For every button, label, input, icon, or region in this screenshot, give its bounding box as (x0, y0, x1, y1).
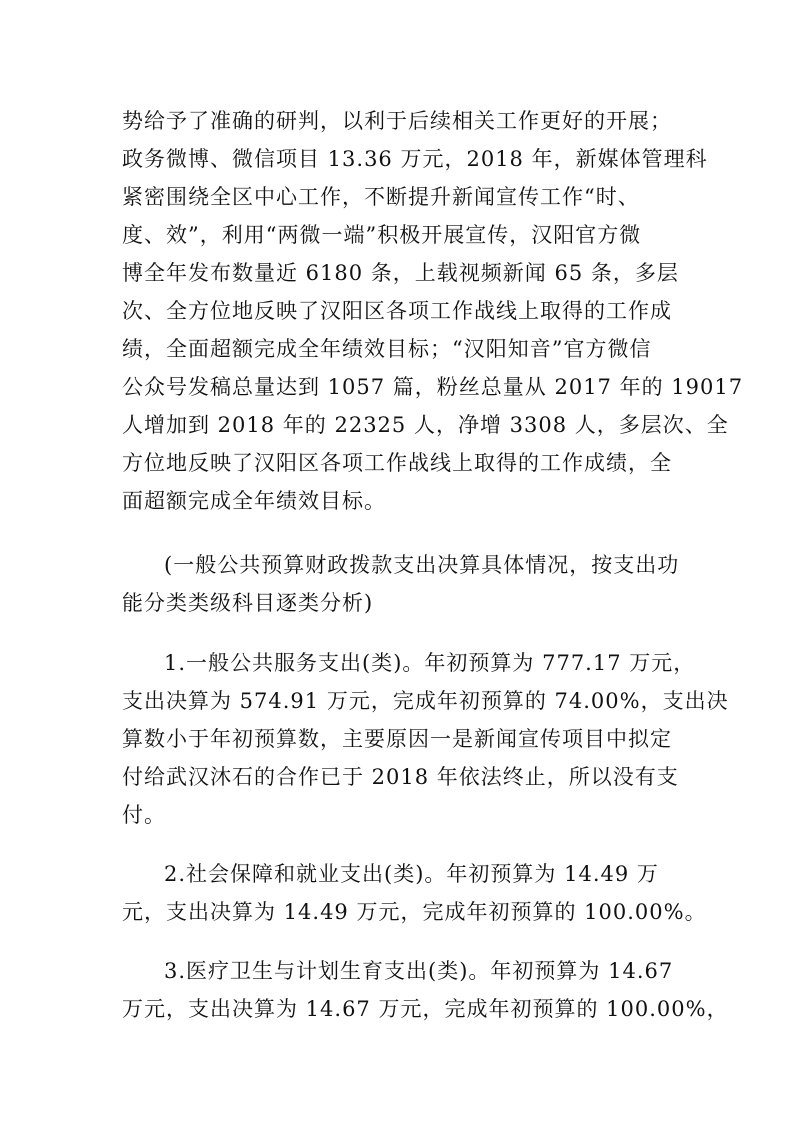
paragraph-health-care (122, 952, 729, 1028)
text-line: 算数小于年初预算数，主要原因一是新闻宣传项目中拟定 (122, 727, 672, 751)
text-line: 1.一般公共服务支出(类)。年初预算为 777.17 万元， (164, 651, 696, 675)
text-line: 面超额完成全年绩效目标。 (122, 489, 386, 513)
paragraph-general-public-services (122, 644, 729, 834)
text-line: 3.医疗卫生与计划生育支出(类)。年初预算为 14.67 (164, 959, 674, 983)
text-line: 人增加到 2018 年的 22325 人，净增 3308 人，多层次、全 (122, 413, 729, 437)
text-line: 度、效”，利用“两微一端”积极开展宣传，汉阳官方微 (122, 223, 642, 247)
text-line: 公众号发稿总量达到 1057 篇，粉丝总量从 2017 年的 19017 (122, 375, 744, 399)
text-line: 次、全方位地反映了汉阳区各项工作战线上取得的工作成 (122, 299, 672, 323)
text-line: 元，支出决算为 14.49 万元，完成年初预算的 100.00%。 (122, 900, 707, 924)
text-line: 方位地反映了汉阳区各项工作战线上取得的工作成绩，全 (122, 451, 672, 475)
text-line: 万元，支出决算为 14.67 万元，完成年初预算的 100.00%， (122, 997, 729, 1021)
text-line: 政务微博、微信项目 13.36 万元，2018 年，新媒体管理科 (122, 147, 708, 171)
paragraph-social-security (122, 855, 707, 931)
paragraph-note (122, 546, 682, 622)
text-line: 博全年发布数量近 6180 条，上载视频新闻 65 条，多层 (122, 261, 679, 285)
text-line: 2.社会保障和就业支出(类)。年初预算为 14.49 万 (164, 862, 659, 886)
text-line: 紧密围绕全区中心工作，不断提升新闻宣传工作“时、 (122, 185, 640, 209)
text-line: (一般公共预算财政拨款支出决算具体情况，按支出功 (164, 553, 680, 577)
text-line: 付。 (122, 803, 166, 827)
text-line: 势给予了准确的研判，以利于后续相关工作更好的开展； (122, 109, 672, 133)
text-line: 付给武汉沐石的合作已于 2018 年依法终止，所以没有支 (122, 765, 679, 789)
text-line: 能分类类级科目逐类分析) (122, 591, 374, 615)
text-line: 绩，全面超额完成全年绩效目标；“汉阳知音”官方微信 (122, 337, 652, 361)
paragraph-new-media (122, 102, 744, 520)
text-line: 支出决算为 574.91 万元，完成年初预算的 74.00%，支出决 (122, 689, 729, 713)
